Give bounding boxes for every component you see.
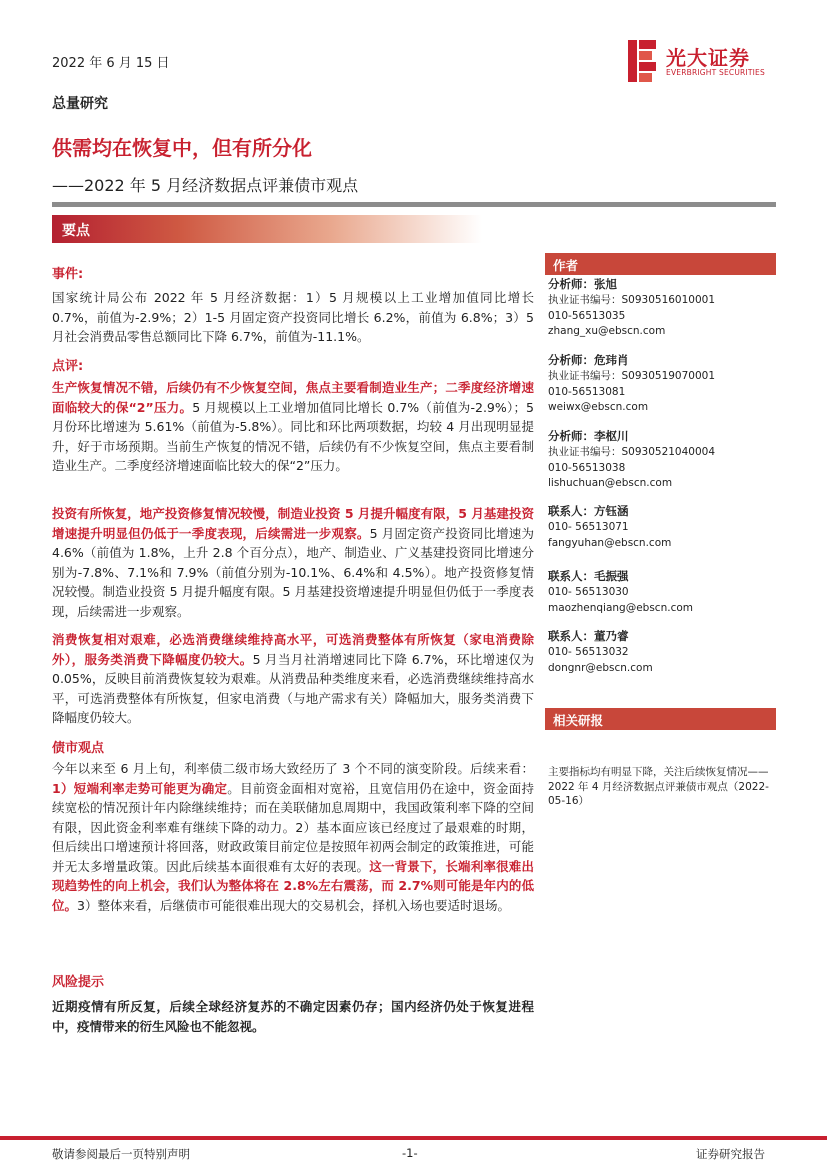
logo-text-en: EVERBRIGHT SECURITIES [666, 68, 765, 77]
logo-text-cn: 光大证券 [666, 46, 750, 70]
contact-phone: 010- 56513030 [548, 586, 629, 598]
bond-text-1: 今年以来至 6 月上旬，利率债二级市场大致经历了 3 个不同的演变阶段。后续来看： [52, 761, 534, 776]
contact-phone: 010-56513081 [548, 385, 626, 398]
contact-phone: 010-56513035 [548, 309, 626, 322]
report-subtitle: ——2022 年 5 月经济数据点评兼债市观点 [52, 176, 359, 195]
bond-highlight-1: 1）短端利率走势可能更为确定 [52, 780, 228, 796]
paragraph-consumption-body: 5 月当月社消增速同比下降 6.7%，环比增速仅为 0.05%，反映目前消费恢复较为艰难。从消费品种类维度来看，必选消费继续维持高水平，可选消费整体有所恢复，但家电消费（与地产需求有关）降幅加大，服务类消费下降幅度仍较大。 [52, 651, 534, 725]
related-report-link[interactable]: 主要指标均有明显下降，关注后续恢复情况——2022 年 4 月经济数据点评兼债市观点（2022-05-16） [548, 766, 769, 807]
contact-card [548, 276, 776, 340]
company-logo [628, 40, 778, 84]
footer-report-type: 证券研究报告 [696, 1147, 765, 1161]
risk-paragraph: 近期疫情有所反复，后续全球经济复苏的不确定因素仍存；国内经济仍处于恢复进程中，疫情带来的衍生风险也不能忽视。 [52, 999, 534, 1034]
paragraph-production [52, 378, 534, 476]
event-heading: 事件: [52, 267, 84, 282]
related-reports-title: 相关研报 [553, 713, 604, 728]
report-title: 供需均在恢复中，但有所分化 [52, 136, 312, 160]
contact-email[interactable]: dongnr@ebscn.com [548, 661, 653, 674]
contact-name: 分析师：张旭 [548, 277, 617, 291]
bond-text-2: 。目前资金面相对宽裕，且宽信用仍在途中，资金面持续宽松的情况预计年内除继续维持；而在美联储加息周期中，我国政策利率下降的空间有限，因此资金利率难有继续下降的动力。2）基本面应该已经度过了最艰难的时期，但后续出口增速预计将回落，财政政策目前定位是按照年初两会制定的政策推进，可能并无太多增量政策。因此后续基本面很难有太好的表现。 [52, 780, 534, 874]
contact-email[interactable]: weiwx@ebscn.com [548, 401, 649, 413]
event-paragraph: 国家统计局公布 2022 年 5 月经济数据：1）5 月规模以上工业增加值同比增长 0.7%，前值为-2.9%；2）1-5 月固定资产投资同比增长 6.2%，前值为 6.8%；3）5 月社会消费品零售总额同比下降 6.7%，前值为-11.1%。 [52, 290, 534, 344]
contact-phone: 010- 56513032 [548, 646, 629, 658]
section-header-key-points [52, 215, 482, 243]
contact-card [548, 628, 776, 676]
footer-disclaimer: 敬请参阅最后一页特别声明 [52, 1147, 190, 1161]
contact-card [548, 568, 776, 616]
contact-email[interactable]: maozhenqiang@ebscn.com [548, 601, 693, 614]
paragraph-investment [52, 504, 534, 621]
contact-license: 执业证书编号：S0930516010001 [548, 294, 716, 306]
comment-heading: 点评: [52, 359, 84, 374]
footer-line [0, 1136, 827, 1140]
bond-text-3: 3）整体来看，后继债市可能很难出现大的交易机会，择机入场也要适时退场。 [77, 897, 510, 913]
contact-card [548, 428, 776, 492]
header-divider [52, 202, 776, 207]
contact-phone: 010- 56513071 [548, 521, 629, 533]
contact-name: 分析师：危玮肖 [548, 353, 629, 367]
report-date: 2022 年 6 月 15 日 [52, 56, 170, 71]
authors-title: 作者 [553, 258, 579, 273]
authors-header [545, 253, 776, 275]
contact-email[interactable]: fangyuhan@ebscn.com [548, 536, 672, 549]
related-reports-header [545, 708, 776, 730]
page-number: -1- [402, 1146, 418, 1160]
paragraph-production-highlight: 生产恢复情况不错，后续仍有不少恢复空间，焦点主要看制造业生产；二季度经济增速面临较大的保“2”压力。 [52, 380, 534, 415]
paragraph-bond-view [52, 759, 534, 915]
contact-license: 执业证书编号：S0930521040004 [548, 446, 716, 458]
bond-highlight-2: 这一背景下，长端利率很难出现趋势性的向上机会，我们认为整体将在 2.8%左右震荡，而 2.7%则可能是年内的低位。 [52, 858, 534, 913]
bond-heading: 债市观点 [52, 741, 105, 756]
paragraph-consumption [52, 630, 534, 728]
paragraph-investment-highlight: 投资有所恢复，地产投资修复情况较慢，制造业投资 5 月提升幅度有限，5 月基建投资增速提升明显但仍低于一季度表现，后续需进一步观察。 [52, 506, 534, 541]
contact-name: 联系人：董乃睿 [548, 629, 629, 643]
section-title: 要点 [62, 223, 90, 239]
contact-email[interactable]: lishuchuan@ebscn.com [548, 477, 673, 489]
contact-name: 联系人：方钰涵 [548, 504, 629, 518]
contact-card [548, 503, 776, 551]
contact-card [548, 352, 776, 416]
risk-heading: 风险提示 [52, 975, 105, 990]
contact-name: 分析师：李枢川 [548, 429, 629, 443]
contact-name: 联系人：毛振强 [548, 569, 629, 583]
contact-phone: 010-56513038 [548, 461, 626, 474]
contact-email[interactable]: zhang_xu@ebscn.com [548, 325, 666, 337]
paragraph-production-body: 5 月规模以上工业增加值同比增长 0.7%（前值为-2.9%）；5 月份环比增速为 5.61%（前值为-5.8%）。同比和环比两项数据，均较 4 月出现明显提升，好于市场预期。当前生产恢复的情况不错，后续仍有不少恢复空间，焦点主要看制造业生产。二季度经济增速面临比较大的保“2”压力。 [52, 399, 534, 473]
logo-mark-icon [628, 40, 658, 82]
paragraph-consumption-highlight: 消费恢复相对艰难，必选消费继续维持高水平，可选消费整体有所恢复（家电消费除外），服务类消费下降幅度仍较大。 [52, 632, 534, 667]
contact-license: 执业证书编号：S0930519070001 [548, 370, 716, 382]
paragraph-investment-body: 5 月固定资产投资同比增速为 4.6%（前值为 1.8%，上升 2.8 个百分点），地产、制造业、广义基建投资同比增速分别为-7.8%、7.1%和 7.9%（前值分别为-10.1%、6.4%和 4.5%）。地产投资修复情况较慢。制造业投资 5 月提升幅度有限。5 月基建投资增速提升明显但仍低于一季度表现，后续需进一步观察。 [52, 525, 534, 619]
report-category: 总量研究 [52, 96, 108, 112]
